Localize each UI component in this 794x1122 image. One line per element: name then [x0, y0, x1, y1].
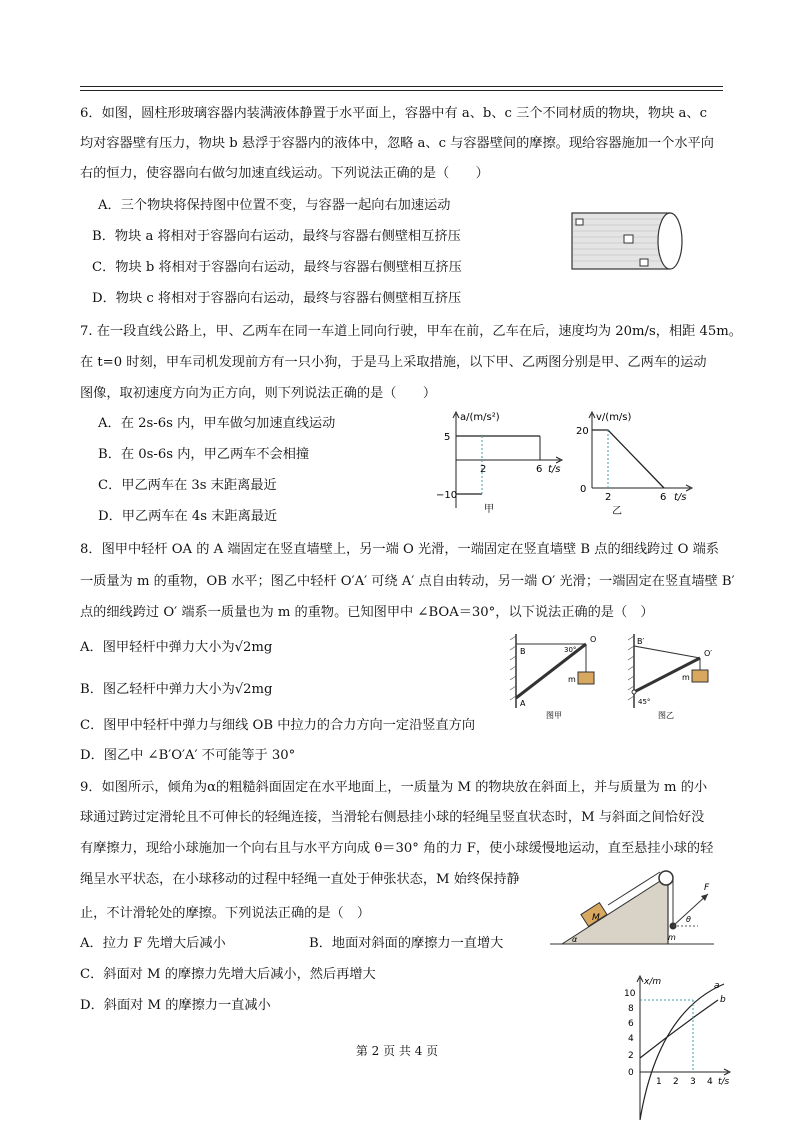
q9-stem-line-2: 球通过跨过定滑轮且不可伸长的轻绳连接，当滑轮右侧悬挂小球的轻绳呈竖直状态时，M 与斜面之间恰好没	[80, 810, 705, 825]
label-b: B	[520, 647, 526, 656]
q6-option-c[interactable]: C．物块 b 将相对于容器向右运动，最终与容器右侧壁相互挤压	[92, 260, 462, 275]
q8-stem-line-1: 8．图甲中轻杆 OA 的 A 端固定在竖直墙壁上，另一端 O 光滑，一端固定在竖直墙壁 B 点的细线跨过 O 端系	[80, 542, 719, 557]
tick-2: 2	[480, 464, 487, 475]
label-ball-m: m	[668, 933, 676, 942]
t-axis-label-yi: t/s	[674, 492, 687, 503]
q9-option-a[interactable]: A．拉力 F 先增大后减小	[80, 936, 226, 951]
tick-2-yi: 2	[605, 492, 612, 503]
ytick-10: 10	[624, 989, 636, 999]
cylinder-container-figure	[568, 207, 686, 273]
q7-option-d[interactable]: D．甲乙两车在 4s 末距离最近	[98, 509, 278, 524]
q7-acceleration-graph	[432, 408, 570, 516]
q9-option-c[interactable]: C．斜面对 M 的摩擦力先增大后减小，然后再增大	[80, 967, 376, 982]
xtick-1: 1	[656, 1077, 662, 1087]
q6-stem-line-2: 均对容器壁有压力，物块 b 悬浮于容器内的液体中，忽略 a、c 与容器壁间的摩擦。现给容器施加一个水平向	[80, 136, 714, 151]
tick-6: 6	[536, 464, 543, 475]
block-a	[576, 219, 583, 225]
label-30deg: 30°	[564, 646, 577, 654]
q9-stem-line-5: 止，不计滑轮处的摩擦。下列说法正确的是（ ）	[80, 906, 371, 921]
q9-option-b[interactable]: B．地面对斜面的摩擦力一直增大	[309, 936, 504, 951]
q8-option-c[interactable]: C．图甲中轻杆中弹力与细线 OB 中拉力的合力方向一定沿竖直方向	[80, 718, 476, 733]
label-o: O	[590, 635, 597, 644]
label-alpha: α	[572, 935, 578, 944]
tick-20: 20	[576, 426, 589, 437]
caption-tu-yi: 图乙	[658, 711, 674, 720]
label-b-prime: B′	[637, 637, 645, 646]
q6-option-a[interactable]: A．三个物块将保持图中位置不变，与容器一起向右加速运动	[98, 198, 451, 213]
xtick-3: 3	[690, 1077, 696, 1087]
label-a: A	[520, 699, 526, 708]
q9-stem-line-1: 9．如图所示，倾角为α的粗糙斜面固定在水平地面上，一质量为 M 的物块放在斜面上，并与质量为 m 的小	[80, 780, 708, 795]
curve-a-label: a	[714, 981, 720, 991]
xtick-4: 4	[707, 1077, 713, 1087]
fig-yi-rod-diagram	[624, 630, 728, 722]
pulley	[659, 871, 673, 885]
caption-jia: 甲	[484, 504, 494, 515]
q7-option-b[interactable]: B．在 0s-6s 内，甲乙两车不会相撞	[98, 447, 310, 462]
label-force-f: F	[704, 883, 710, 893]
a-axis-label: a/(m/s²)	[460, 412, 500, 423]
q6-option-b[interactable]: B．物块 a 将相对于容器向右运动，最终与容器右侧壁相互挤压	[92, 229, 461, 244]
ytick-8: 8	[628, 1004, 634, 1014]
q9-stem-line-3: 有摩擦力，现给小球施加一个向右且与水平方向成 θ＝30° 角的力 F，使小球缓慢地运动，直至悬挂小球的轻	[80, 841, 714, 856]
label-m2: m	[682, 673, 690, 682]
q8-option-a[interactable]: A．图甲轻杆中弹力大小为√2mg	[80, 640, 273, 655]
q9-option-d[interactable]: D．斜面对 M 的摩擦力一直减小	[80, 998, 271, 1013]
q8-stem-line-2: 一质量为 m 的重物，OB 水平；图乙中轻杆 O′A′ 可绕 A′ 点自由转动，另一端 O′ 光滑；一端固定在竖直墙壁 B′	[80, 574, 735, 589]
q8-option-b[interactable]: B．图乙轻杆中弹力大小为√2mg	[80, 682, 273, 697]
caption-yi: 乙	[612, 506, 622, 517]
q7-option-a[interactable]: A．在 2s-6s 内，甲车做匀加速直线运动	[98, 416, 336, 431]
block-b	[624, 235, 633, 243]
block-c	[640, 259, 648, 266]
q7-stem-line-3: 图像，取初速度方向为正方向，则下列说法正确的是（ ）	[80, 386, 437, 401]
ytick-6: 6	[628, 1019, 634, 1029]
v-axis-label: v/(m/s)	[596, 412, 632, 423]
q8-stem-line-3: 点的细线跨过 O′ 端系一质量也为 m 的重物。已知图甲中 ∠BOA＝30°，以下说法正确的是（ ）	[80, 605, 654, 620]
x-axis-label: x/m	[644, 977, 662, 987]
fig-jia-rod-diagram	[506, 630, 618, 722]
label-m1: m	[568, 675, 576, 684]
t-axis-label: t/s	[548, 464, 561, 475]
q8-option-d[interactable]: D．图乙中 ∠B′O′A′ 不可能等于 30°	[80, 748, 296, 763]
q7-stem-line-2: 在 t=0 时刻，甲车司机发现前方有一只小狗，于是马上采取措施，以下甲、乙两图分别是甲、乙两车的运动	[80, 355, 707, 370]
q7-option-c[interactable]: C．甲乙两车在 3s 末距离最近	[98, 478, 277, 493]
ytick-2: 2	[628, 1051, 634, 1061]
q9-stem-line-4: 绳呈水平状态，在小球移动的过程中轻绳一直处于伸张状态，M 始终保持静	[80, 872, 520, 887]
tick-0: 0	[580, 484, 587, 495]
tick-minus-10: −10	[436, 490, 458, 501]
page-footer: 第 2 页 共 4 页	[355, 1044, 439, 1058]
tick-6-yi: 6	[660, 492, 667, 503]
label-theta: θ	[686, 915, 691, 924]
ytick-0: 0	[628, 1068, 634, 1078]
q6-option-d[interactable]: D．物块 c 将相对于容器向右运动，最终与容器右侧壁相互挤压	[92, 291, 462, 306]
q7-velocity-graph	[572, 408, 696, 518]
q9-incline-pulley-figure	[548, 864, 716, 950]
label-block-m: M	[592, 913, 600, 923]
label-o-prime: O′	[704, 649, 713, 658]
curve-b-label: b	[720, 995, 726, 1005]
q6-stem-line-3: 右的恒力，使容器向右做匀加速直线运动。下列说法正确的是（ ）	[80, 166, 489, 181]
t-axis-label-xt: t/s	[718, 1077, 730, 1087]
caption-tu-jia: 图甲	[546, 711, 562, 720]
xtick-2: 2	[673, 1077, 679, 1087]
tick-5: 5	[444, 432, 451, 443]
label-45deg: 45°	[638, 698, 651, 706]
ytick-4: 4	[628, 1034, 634, 1044]
q6-stem-line-1: 6．如图，圆柱形玻璃容器内装满液体静置于水平面上，容器中有 a、b、c 三个不同材质的物块，物块 a、c	[80, 106, 707, 121]
q7-stem-line-1: 7. 在一段直线公路上，甲、乙两车在同一车道上同向行驶，甲车在前，乙车在后，速度均为 20m/s，相距 45m。	[80, 324, 742, 339]
